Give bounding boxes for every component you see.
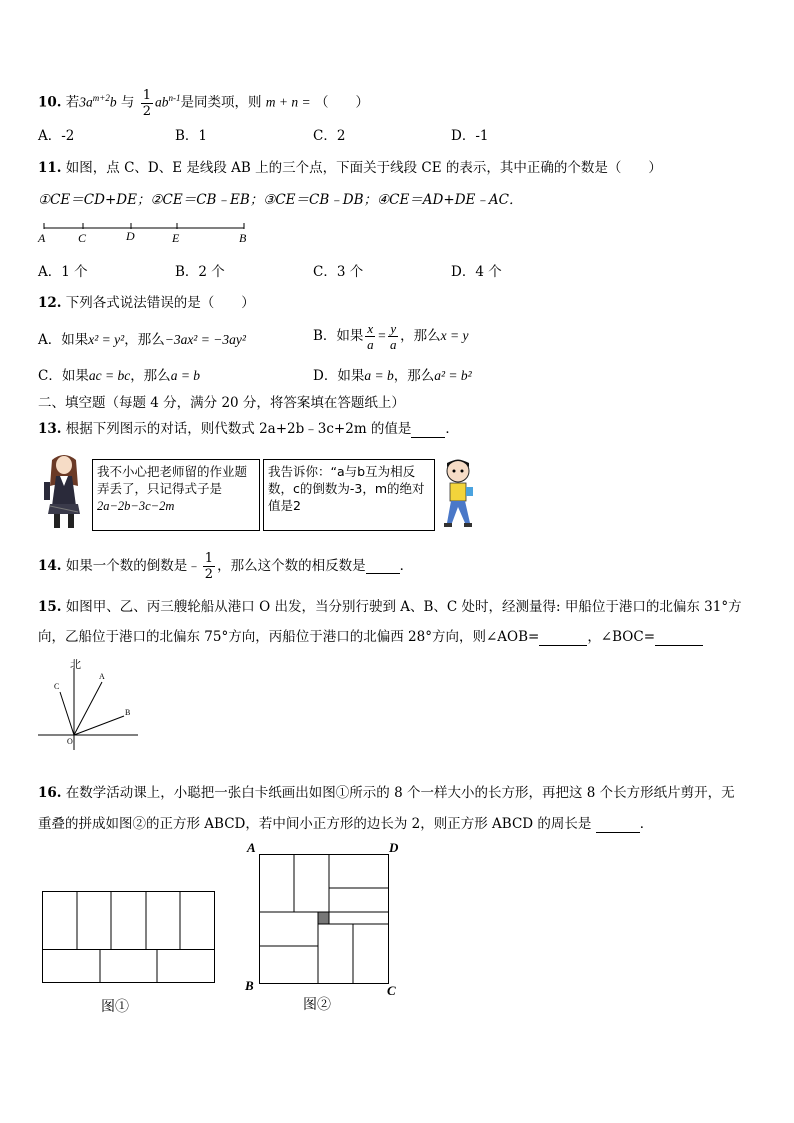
q15-label-o: O [67, 737, 73, 746]
q11-stem: 11. 如图，点 C、D、E 是线段 AB 上的三个点，下面关于线段 CE 的表示，其中正确的个数是（ ） [38, 160, 662, 176]
q10-option-c[interactable]: C．2 [313, 128, 346, 144]
q11-label-a: A [38, 231, 46, 245]
q11-label-d: D [126, 229, 135, 243]
q14-number: 14. [38, 558, 62, 574]
q13-number: 13. [38, 421, 62, 437]
q16-number: 16. [38, 785, 62, 801]
q16-answer-blank[interactable] [596, 816, 640, 833]
q16-label-c: C [387, 983, 396, 998]
q11-option-b[interactable]: B．2 个 [175, 264, 225, 280]
boy-figure [438, 457, 480, 529]
q11-label-c: C [78, 231, 87, 245]
q11-label-b: B [239, 231, 247, 245]
q13-speech-bubble-girl: 我不小心把老师留的作业题弄丢了，只记得式子是 2a−2b−3c−2m [92, 459, 260, 531]
q13-stem: 13. 根据下列图示的对话，则代数式 2a+2b﹣3c+2m 的值是 ． [38, 421, 459, 437]
q11-option-d[interactable]: D．4 个 [451, 264, 502, 280]
girl-figure [38, 450, 90, 532]
q15-compass-figure [30, 656, 142, 752]
q16-figure-1 [40, 888, 220, 986]
q10-stem: 10. 若$3a^{m+2}b$ 与 $\frac{1}{2}$ $ab^{n-1}$是同类项，则 m + n = （ ） [38, 87, 369, 119]
q11-statements: ①CE＝CD+DE；②CE＝CB﹣EB；③CE＝CB﹣DB；④CE＝AD+DE﹣AC． [38, 192, 523, 208]
q15-boc-blank[interactable] [655, 629, 703, 646]
q11-segment-figure [34, 222, 264, 248]
q12-option-b[interactable]: B．如果 $\frac{x}{a}$ = $\frac{y}{a}$ ，那么x = y [313, 321, 469, 352]
q12-stem: 12. 下列各式说法错误的是（ ） [38, 295, 255, 311]
q11-option-c[interactable]: C．3 个 [313, 264, 364, 280]
q15-number: 15. [38, 599, 62, 615]
q16-line2: 重叠的拼成如图②的正方形 ABCD，若中间小正方形的边长为 2，则正方形 ABCD 的周长是 ． [38, 816, 654, 832]
q13-speech-bubble-boy: 我告诉你：“a与b互为相反数，c的倒数为-3，m的绝对值是2 [263, 459, 435, 531]
q11-number: 11. [38, 160, 62, 176]
q14-stem: 14. 如果一个数的倒数是﹣ $\frac{1}{2}$ ，那么这个数的相反数是 ． [38, 551, 414, 582]
q12-option-c[interactable]: C．如果ac = bc，那么a = b [38, 368, 201, 384]
q11-option-a[interactable]: A．1 个 [38, 264, 88, 280]
q12-option-a[interactable]: A．如果x² = y²，那么−3ax² = −3ay² [38, 332, 246, 348]
q15-aob-blank[interactable] [539, 629, 587, 646]
q11-label-e: E [172, 231, 180, 245]
q16-figure-2-caption: 图② [303, 997, 331, 1013]
section-heading: 二、填空题（每题 4 分，满分 20 分，将答案填在答题纸上） [38, 395, 405, 411]
q12-number: 12. [38, 295, 62, 311]
q15-label-a: A [99, 672, 105, 681]
q15-label-c: C [54, 682, 60, 691]
q16-label-d: D [389, 840, 399, 855]
q15-label-b: B [125, 708, 131, 717]
q15-line2: 向，乙船位于港口的北偏东 75°方向，丙船位于港口的北偏西 28°方向，则∠AOB= ，∠BOC= [38, 625, 703, 646]
q10-option-a[interactable]: A．-2 [38, 128, 75, 144]
q15-line1: 15. 如图甲、乙、丙三艘轮船从港口 O 出发，当分别行驶到 A、B、C 处时，经测量得: 甲船位于港口的北偏东 31°方 [38, 599, 742, 615]
q16-figure-1-caption: 图① [101, 999, 129, 1015]
q10-number: 10. [38, 94, 62, 111]
q12-option-d[interactable]: D．如果a = b，那么a² = b² [313, 368, 472, 384]
q16-figure-2 [242, 838, 410, 1002]
q14-answer-blank[interactable] [366, 559, 400, 574]
q16-label-b: B [245, 978, 254, 993]
q13-answer-blank[interactable] [411, 421, 445, 438]
q10-fraction: $\frac{1}{2}$ [142, 87, 151, 119]
q15-north-label: 北 [70, 659, 81, 671]
q10-option-d[interactable]: D．-1 [451, 128, 489, 144]
q16-label-a: A [247, 840, 256, 855]
q10-option-b[interactable]: B．1 [175, 128, 208, 144]
q16-line1: 16. 在数学活动课上，小聪把一张白卡纸画出如图①所示的 8 个一样大小的长方形，再把这 8 个长方形纸片剪开，无 [38, 785, 735, 801]
